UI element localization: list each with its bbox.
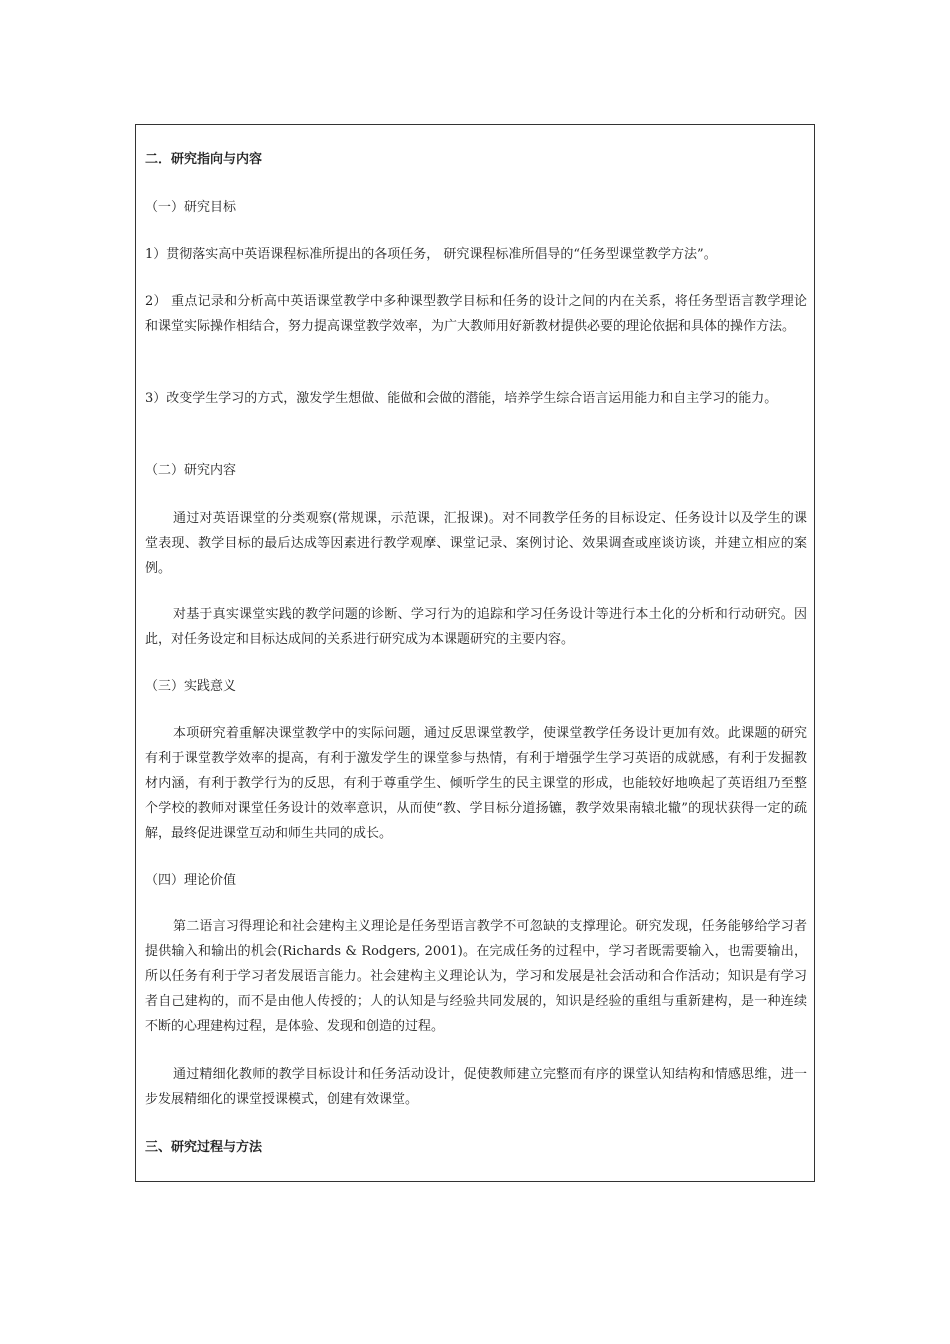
- subsection-heading: （三）实践意义: [145, 679, 237, 694]
- subsection-heading: （一）研究目标: [145, 200, 237, 215]
- section-heading: 二．研究指向与内容: [145, 152, 263, 167]
- section-heading: 三、研究过程与方法: [145, 1140, 263, 1155]
- subsection-heading: （四）理论价值: [145, 873, 237, 888]
- body-paragraph: 第二语言习得理论和社会建构主义理论是任务型语言教学不可忽缺的支撑理论。研究发现，任务能够给学习者提供输入和输出的机会(Richards & Rodgers, 2001)。在完成任务的过程中，学习者既需要输入，也需要输出，所以任务有利于学习者发展语言能力。社会建构主义理论认为，学习和发展是社会活动和合作活动；知识是有学习者自己建构的，而不是由他人传授的；人的认知是与经验共同发展的，知识是经验的重组与重新建构，是一种连续不断的心理建构过程，是体验、发现和创造的过程。: [145, 919, 807, 1034]
- body-paragraph: 通过精细化教师的教学目标设计和任务活动设计，促使教师建立完整而有序的课堂认知结构和情感思维，进一步发展精细化的课堂授课模式，创建有效课堂。: [145, 1067, 807, 1107]
- body-paragraph: 通过对英语课堂的分类观察(常规课，示范课，汇报课)。对不同教学任务的目标设定、任务设计以及学生的课堂表现、教学目标的最后达成等因素进行教学观摩、课堂记录、案例讨论、效果调查或座谈访谈，并建立相应的案例。: [145, 511, 807, 576]
- subsection-heading: （二）研究内容: [145, 463, 237, 478]
- goal-item: 2） 重点记录和分析高中英语课堂教学中多种课型教学目标和任务的设计之间的内在关系，将任务型语言教学理论和课堂实际操作相结合，努力提高课堂教学效率，为广大教师用好新教材提供必要的理论依据和具体的操作方法。: [145, 294, 807, 334]
- body-paragraph: 本项研究着重解决课堂教学中的实际问题，通过反思课堂教学，使课堂教学任务设计更加有效。此课题的研究有利于课堂教学效率的提高，有利于激发学生的课堂参与热情，有利于增强学生学习英语的成就感，有利于发掘教材内涵，有利于教学行为的反思，有利于尊重学生、倾听学生的民主课堂的形成，也能较好地唤起了英语组乃至整个学校的教师对课堂任务设计的效率意识，从而使“教、学目标分道扬镳，教学效果南辕北辙”的现状获得一定的疏解，最终促进课堂互动和师生共同的成长。: [145, 726, 807, 841]
- goal-item: 3）改变学生学习的方式，激发学生想做、能做和会做的潜能，培养学生综合语言运用能力和自主学习的能力。: [145, 391, 778, 406]
- goal-item: 1）贯彻落实高中英语课程标准所提出的各项任务， 研究课程标准所倡导的“任务型课堂教学方法”。: [145, 247, 717, 262]
- body-paragraph: 对基于真实课堂实践的教学问题的诊断、学习行为的追踪和学习任务设计等进行本土化的分析和行动研究。因此，对任务设定和目标达成间的关系进行研究成为本课题研究的主要内容。: [145, 607, 807, 647]
